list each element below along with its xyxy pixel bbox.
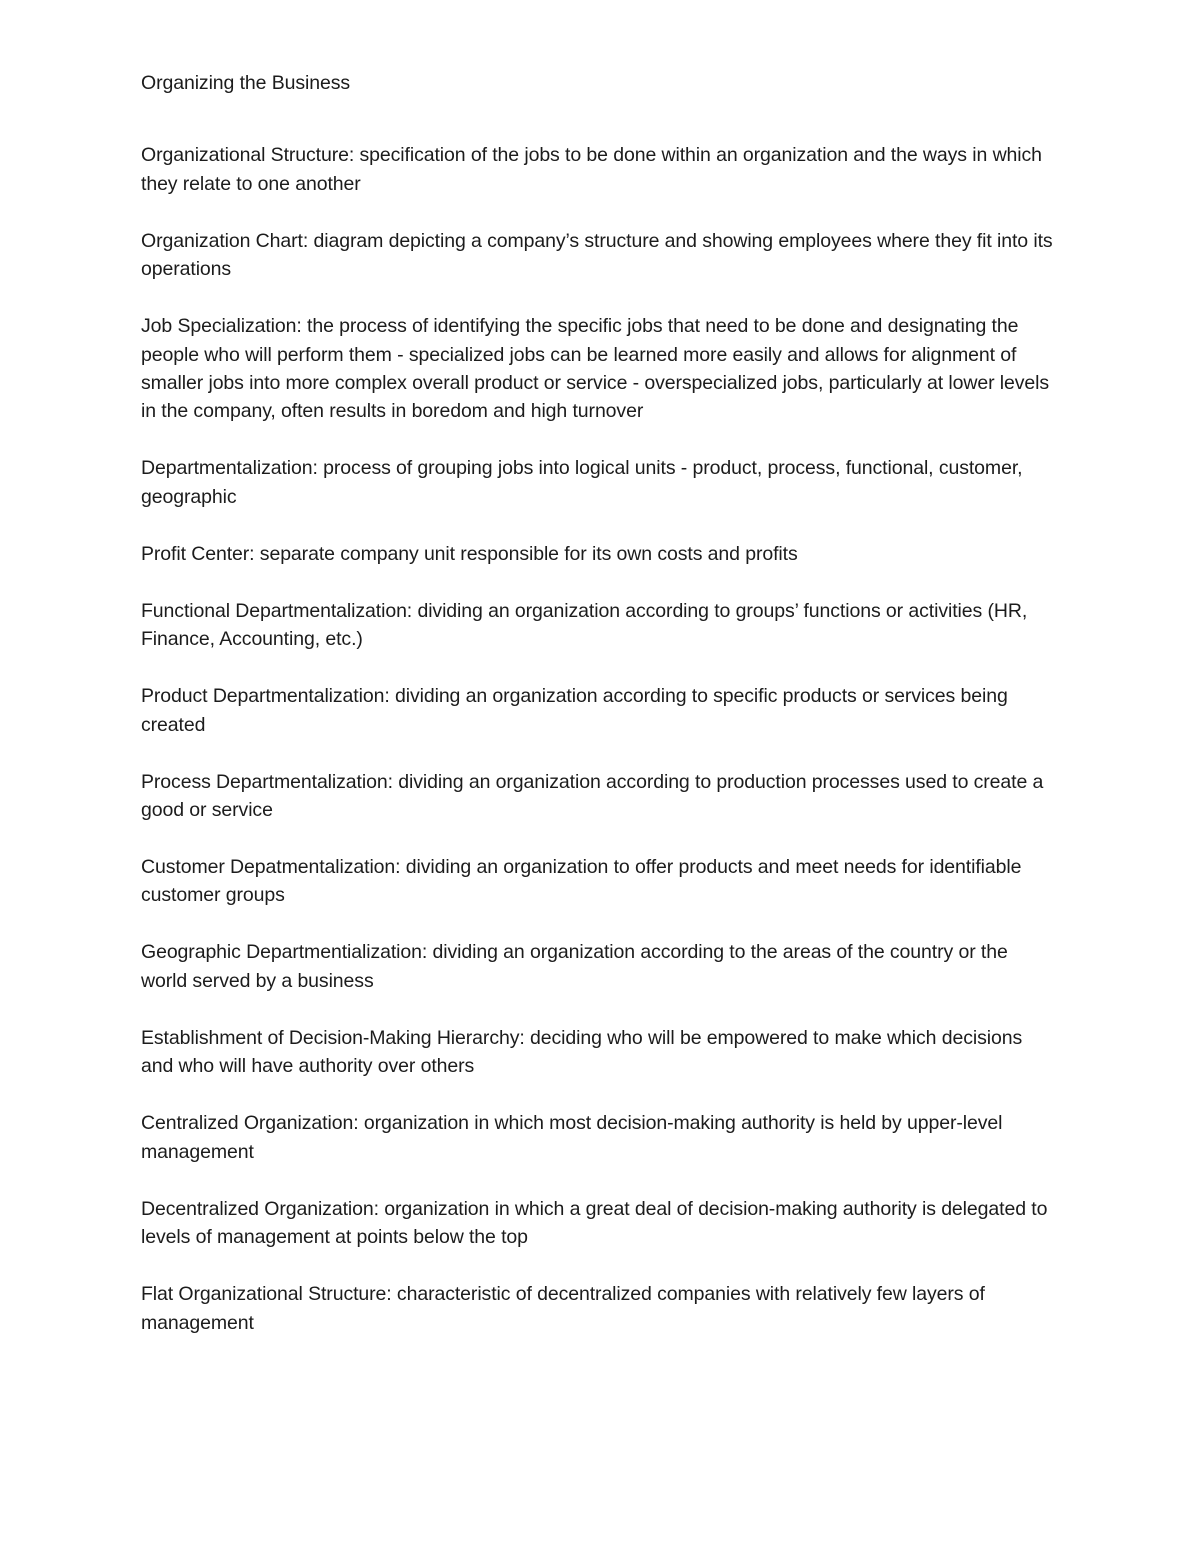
definition-centralized-organization: Centralized Organization: organization in which most decision-making authority is held by upper-level management: [141, 1112, 1003, 1163]
definition-flat-organizational-structure: Flat Organizational Structure: characteristic of decentralized companies with relatively few layers of management: [141, 1283, 985, 1334]
definition-product-departmentalization: Product Departmentalization: dividing an organization according to specific products or services being created: [141, 685, 1008, 736]
definition-decision-making-hierarchy: Establishment of Decision-Making Hierarchy: deciding who will be empowered to make which decisions and who will have authority over others: [141, 1026, 1023, 1078]
definition-customer-departmentalization: Customer Depatmentalization: dividing an organization to offer products and meet needs for identifiable customer groups: [141, 856, 1022, 907]
definition-profit-center: Profit Center: separate company unit responsible for its own costs and profits: [141, 542, 798, 565]
definition-functional-departmentalization: Functional Departmentalization: dividing an organization according to groups’ functions or activities (HR, Finance, Accounting, etc.): [141, 599, 1028, 651]
definition-organizational-structure: Organizational Structure: specification of the jobs to be done within an organization and the ways in which they relate to one another: [141, 144, 1042, 195]
definition-process-departmentalization: Process Departmentalization: dividing an organization according to production processes used to create a good or service: [141, 770, 1044, 822]
definition-decentralized-organization: Decentralized Organization: organization in which a great deal of decision-making authority is delegated to levels of management at points below the top: [141, 1197, 1048, 1249]
document-title: Organizing the Business: [141, 72, 351, 94]
document-page: [141, 69, 1059, 1366]
definition-geographic-departmentalization: Geographic Departmentialization: dividing an organization according to the areas of the country or the world served by a business: [141, 941, 1008, 992]
definition-departmentalization: Departmentalization: process of grouping jobs into logical units - product, process, functional, customer, geographic: [141, 457, 1023, 508]
definition-organization-chart: Organization Chart: diagram depicting a company’s structure and showing employees where they fit into its operations: [141, 229, 1053, 281]
definition-job-specialization: Job Specialization: the process of identifying the specific jobs that need to be done and designating the people who will perform them - specialized jobs can be learned more easily and allows for alignment of smaller jobs into more complex overall product or service - overspecialized jobs, particularly at lower levels in the company, often results in boredom and high turnover: [141, 315, 1050, 423]
